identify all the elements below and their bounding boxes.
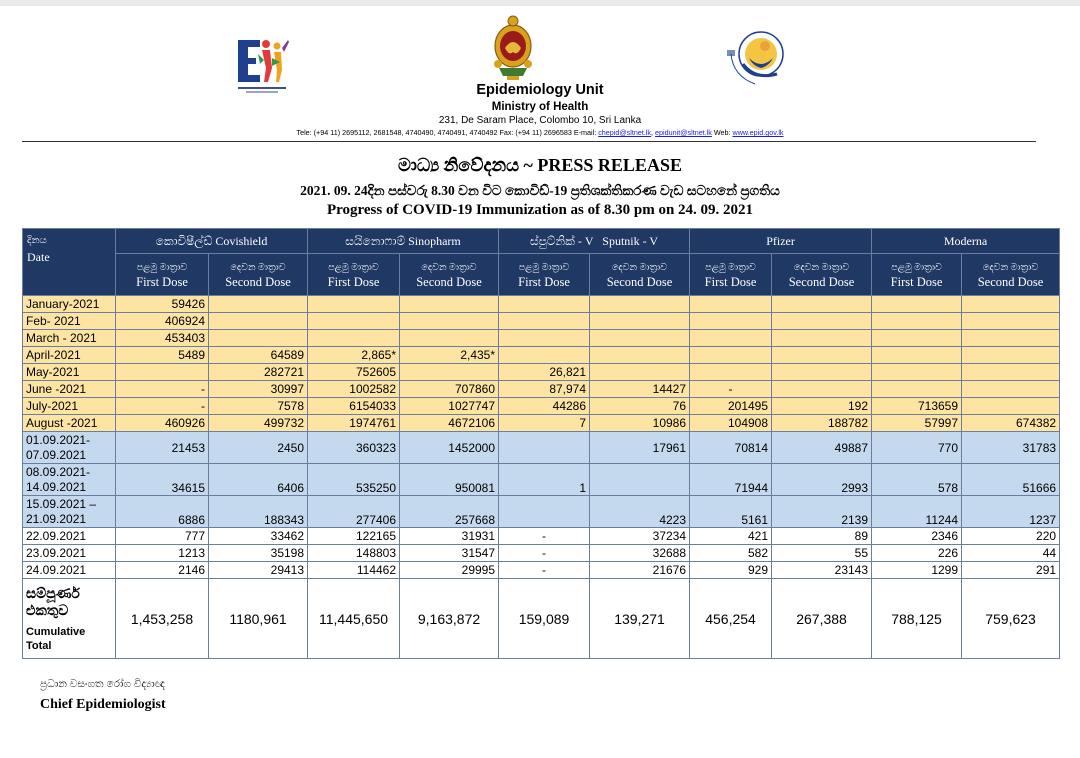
dose-count-cell: 6886	[116, 496, 209, 528]
dose-count-cell: 31931	[400, 528, 499, 545]
dose-count-cell: 2993	[772, 464, 872, 496]
signatory-title-english: Chief Epidemiologist	[40, 697, 166, 712]
table-row	[23, 296, 1060, 313]
dose-count-cell: 192	[772, 398, 872, 415]
dose-count-cell	[499, 330, 590, 347]
email-link-1[interactable]: chepid@sltnet.lk	[598, 128, 652, 137]
address: 231, De Saram Place, Colombo 10, Sri Lanka	[438, 115, 642, 126]
dose-count-cell: 453403	[116, 330, 209, 347]
dose-count-cell	[499, 432, 590, 464]
dose-count-cell: 5489	[116, 347, 209, 364]
header-divider	[22, 141, 1036, 142]
dose-count-cell: 31547	[400, 545, 499, 562]
dose-count-cell	[772, 381, 872, 398]
dose-count-cell	[400, 364, 499, 381]
top-strip	[0, 0, 1080, 6]
table-row	[23, 347, 1060, 364]
table-row	[23, 562, 1060, 579]
dose-count-cell: 707860	[400, 381, 499, 398]
vaccine-header-moderna: Moderna	[872, 229, 1060, 254]
dose-header-si: පළමු මාත්‍රාව	[891, 262, 942, 273]
dose-count-cell: 535250	[308, 464, 400, 496]
dose-count-cell: 277406	[308, 496, 400, 528]
dose-header-si: දෙවන මාත්‍රාව	[230, 262, 286, 273]
dose-count-cell	[872, 364, 962, 381]
dose-count-cell	[772, 313, 872, 330]
dose-header-si: පළමු මාත්‍රාව	[328, 262, 379, 273]
vaccine-header-covishield: කොවිෂීල්ඩ් Covishield	[116, 229, 308, 254]
dose-header-si: දෙවන මාත්‍රාව	[982, 262, 1039, 273]
date-header-si: දිනය	[27, 235, 47, 246]
dose-count-cell: 14427	[590, 381, 690, 398]
table-row	[23, 415, 1060, 432]
email-separator: ,	[651, 128, 656, 137]
row-date: 23.09.2021	[23, 545, 116, 562]
table-row	[23, 398, 1060, 415]
row-date: Feb- 2021	[23, 313, 116, 330]
dose-count-cell: 226	[872, 545, 962, 562]
first-dose-header	[116, 254, 209, 296]
first-dose-header	[308, 254, 400, 296]
dose-count-cell: 4223	[590, 496, 690, 528]
dose-header-en: Second Dose	[788, 274, 855, 289]
dose-count-cell	[400, 313, 499, 330]
dose-count-cell: 148803	[308, 545, 400, 562]
dose-count-cell: 2139	[772, 496, 872, 528]
dose-count-cell: -	[690, 381, 772, 398]
cumulative-total-cell: 759,623	[962, 579, 1060, 659]
dose-count-cell: 282721	[209, 364, 308, 381]
dose-count-cell: 2,435*	[400, 347, 499, 364]
row-date: July-2021	[23, 398, 116, 415]
row-date: January-2021	[23, 296, 116, 313]
vaccine-header-sputnik: ස්පුට්නික් - V Sputnik - V	[499, 229, 690, 254]
dose-count-cell	[590, 296, 690, 313]
first-dose-header	[872, 254, 962, 296]
cumulative-total-cell: 9,163,872	[400, 579, 499, 659]
dose-count-cell: 51666	[962, 464, 1060, 496]
table-row	[23, 313, 1060, 330]
dose-count-cell	[772, 347, 872, 364]
dose-count-cell	[872, 347, 962, 364]
subtitle-sinhala: 2021. 09. 24දින පස්වරු 8.30 වන විට කොවිඩ්-19 ප්‍රතිශක්තිකරණ වැඩ සටහනේ ප්‍රගතිය	[300, 183, 780, 198]
dose-count-cell: 770	[872, 432, 962, 464]
cumulative-total-cell: 456,254	[690, 579, 772, 659]
dose-count-cell: 1974761	[308, 415, 400, 432]
dose-count-cell: 32688	[590, 545, 690, 562]
press-release-title: මාධ්‍ය නිවේදනය ~ PRESS RELEASE	[398, 155, 682, 175]
dose-count-cell	[308, 296, 400, 313]
dose-count-cell: 104908	[690, 415, 772, 432]
dose-header-en: First Dose	[890, 274, 943, 289]
dose-count-cell	[209, 330, 308, 347]
dose-count-cell: 929	[690, 562, 772, 579]
dose-count-cell: 5161	[690, 496, 772, 528]
vaccine-header-sinopharm: සයිනොෆාම් Sinopharm	[308, 229, 499, 254]
dose-count-cell: 114462	[308, 562, 400, 579]
dose-count-cell: 2,865*	[308, 347, 400, 364]
dose-count-cell: 188343	[209, 496, 308, 528]
row-date: June -2021	[23, 381, 116, 398]
dose-count-cell: 64589	[209, 347, 308, 364]
dose-header-en: Second Dose	[225, 274, 291, 289]
dose-header-en: First Dose	[518, 274, 570, 289]
vaccine-header-pfizer: Pfizer	[690, 229, 872, 254]
dose-header-si: පළමු මාත්‍රාව	[136, 262, 188, 273]
row-date	[23, 464, 116, 496]
dose-count-cell: 752605	[308, 364, 400, 381]
cumulative-total-cell: 788,125	[872, 579, 962, 659]
dose-count-cell	[962, 347, 1060, 364]
second-dose-header	[400, 254, 499, 296]
dose-count-cell	[499, 496, 590, 528]
dose-count-cell: 1213	[116, 545, 209, 562]
dose-count-cell	[590, 364, 690, 381]
row-date-end: 21.09.2021	[26, 512, 87, 526]
dose-count-cell: 2146	[116, 562, 209, 579]
dose-count-cell	[590, 464, 690, 496]
cumulative-total-cell: 1,453,258	[116, 579, 209, 659]
dose-count-cell: -	[499, 545, 590, 562]
dose-count-cell: 220	[962, 528, 1060, 545]
national-immunization-programme-logo	[725, 24, 793, 90]
dose-count-cell	[872, 381, 962, 398]
dose-count-cell	[499, 296, 590, 313]
table-row	[23, 330, 1060, 347]
row-date-end: 14.09.2021	[26, 480, 87, 494]
dose-count-cell: 26,821	[499, 364, 590, 381]
dose-header-en: Second Dose	[606, 274, 673, 289]
dose-count-cell: -	[116, 398, 209, 415]
dose-count-cell	[690, 330, 772, 347]
dose-count-cell: 1299	[872, 562, 962, 579]
dose-count-cell: 23143	[772, 562, 872, 579]
dose-count-cell	[690, 364, 772, 381]
dose-header-si: දෙවන මාත්‍රාව	[793, 262, 850, 273]
row-date-start: 01.09.2021-	[26, 433, 91, 447]
row-date: 22.09.2021	[23, 528, 116, 545]
dose-count-cell: 6406	[209, 464, 308, 496]
dose-count-cell: 291	[962, 562, 1060, 579]
dose-count-cell	[962, 381, 1060, 398]
email-link-2[interactable]: epidunit@sltnet.lk	[655, 128, 712, 137]
dose-count-cell	[690, 347, 772, 364]
dose-header-si: දෙවන මාත්‍රාව	[421, 262, 477, 273]
dose-count-cell	[400, 296, 499, 313]
dose-header-en: Second Dose	[416, 274, 482, 289]
dose-count-cell: 7	[499, 415, 590, 432]
dose-count-cell: 674382	[962, 415, 1060, 432]
dose-count-cell	[590, 313, 690, 330]
dose-count-cell	[962, 330, 1060, 347]
row-date-start: 15.09.2021 –	[26, 497, 97, 511]
dose-count-cell: 59426	[116, 296, 209, 313]
total-label-part: Total	[26, 640, 52, 652]
dose-count-cell: 360323	[308, 432, 400, 464]
dose-count-cell	[772, 364, 872, 381]
dose-header-si: දෙවන මාත්‍රාව	[611, 262, 668, 273]
website-link[interactable]: www.epid.gov.lk	[732, 128, 784, 137]
dose-count-cell	[872, 296, 962, 313]
dose-count-cell	[590, 330, 690, 347]
dose-count-cell	[962, 313, 1060, 330]
first-dose-header	[499, 254, 590, 296]
total-label-part: Cumulative	[26, 626, 86, 638]
vaccination-progress-table	[22, 228, 1060, 659]
dose-count-cell: 4672106	[400, 415, 499, 432]
cumulative-total-cell: 11,445,650	[308, 579, 400, 659]
dose-count-cell: 460926	[116, 415, 209, 432]
dose-count-cell	[209, 313, 308, 330]
dose-count-cell: -	[499, 528, 590, 545]
dose-count-cell: 582	[690, 545, 772, 562]
dose-count-cell: 188782	[772, 415, 872, 432]
dose-count-cell	[690, 296, 772, 313]
dose-count-cell: 1027747	[400, 398, 499, 415]
dose-count-cell: 29995	[400, 562, 499, 579]
dose-count-cell	[690, 313, 772, 330]
cumulative-total-label	[23, 579, 116, 659]
dose-header-si: පළමු මාත්‍රාව	[705, 262, 756, 273]
dose-count-cell: 201495	[690, 398, 772, 415]
dose-count-cell	[499, 347, 590, 364]
dose-count-cell: 1237	[962, 496, 1060, 528]
dose-count-cell	[590, 347, 690, 364]
unit-name: Epidemiology Unit	[476, 82, 604, 98]
dose-count-cell: 1452000	[400, 432, 499, 464]
dose-header-en: First Dose	[327, 274, 380, 289]
dose-count-cell: 89	[772, 528, 872, 545]
dose-count-cell	[872, 330, 962, 347]
dose-count-cell: 57997	[872, 415, 962, 432]
dose-count-cell	[499, 313, 590, 330]
dose-header-en: Second Dose	[977, 274, 1044, 289]
table-row	[23, 528, 1060, 545]
dose-count-cell: 21453	[116, 432, 209, 464]
table-row	[23, 496, 1060, 528]
subtitle-english: Progress of COVID-19 Immunization as of 8.30 pm on 24. 09. 2021	[326, 202, 754, 218]
dose-count-cell	[962, 296, 1060, 313]
second-dose-header	[209, 254, 308, 296]
dose-count-cell	[308, 330, 400, 347]
row-date	[23, 432, 116, 464]
dose-count-cell: 30997	[209, 381, 308, 398]
contact-numbers: Tele: (+94 11) 2695112, 2681548, 4740490, 4740491, 4740492 Fax: (+94 11) 2696583 E-mail:	[296, 128, 599, 137]
dose-count-cell: -	[116, 381, 209, 398]
dose-header-en: First Dose	[136, 274, 188, 289]
dose-count-cell: 49887	[772, 432, 872, 464]
dose-count-cell: 33462	[209, 528, 308, 545]
dose-count-cell: 35198	[209, 545, 308, 562]
dose-count-cell: 31783	[962, 432, 1060, 464]
dose-count-cell: 2346	[872, 528, 962, 545]
dose-count-cell: 37234	[590, 528, 690, 545]
dose-count-cell	[308, 313, 400, 330]
dose-count-cell	[209, 296, 308, 313]
first-dose-header	[690, 254, 772, 296]
cumulative-total-row	[23, 579, 1060, 659]
dose-count-cell: 71944	[690, 464, 772, 496]
dose-count-cell	[400, 330, 499, 347]
row-date	[23, 496, 116, 528]
dose-count-cell	[962, 398, 1060, 415]
row-date: August -2021	[23, 415, 116, 432]
web-prefix: Web:	[711, 128, 733, 137]
dose-count-cell: 950081	[400, 464, 499, 496]
dose-count-cell: 7578	[209, 398, 308, 415]
second-dose-header	[962, 254, 1060, 296]
contact-line	[0, 128, 1080, 137]
dose-count-cell: 17961	[590, 432, 690, 464]
row-date: March - 2021	[23, 330, 116, 347]
dose-count-cell: 777	[116, 528, 209, 545]
dose-count-cell: 6154033	[308, 398, 400, 415]
date-column-header	[23, 229, 116, 296]
table-row	[23, 464, 1060, 496]
sri-lanka-emblem	[489, 12, 537, 82]
row-date: 24.09.2021	[23, 562, 116, 579]
table-row	[23, 545, 1060, 562]
dose-count-cell: 713659	[872, 398, 962, 415]
table-row	[23, 381, 1060, 398]
second-dose-header	[772, 254, 872, 296]
table-row	[23, 364, 1060, 381]
dose-count-cell: 44	[962, 545, 1060, 562]
second-dose-header	[590, 254, 690, 296]
dose-count-cell	[962, 364, 1060, 381]
dose-count-cell	[116, 364, 209, 381]
dose-count-cell: 11244	[872, 496, 962, 528]
dose-count-cell	[772, 296, 872, 313]
table-header	[23, 229, 1060, 296]
dose-count-cell: 1	[499, 464, 590, 496]
row-date: April-2021	[23, 347, 116, 364]
dose-count-cell: 70814	[690, 432, 772, 464]
dose-count-cell: 421	[690, 528, 772, 545]
row-date-start: 08.09.2021-	[26, 465, 91, 479]
dose-count-cell: 257668	[400, 496, 499, 528]
dose-count-cell: 499732	[209, 415, 308, 432]
table-body	[23, 296, 1060, 659]
row-date: May-2021	[23, 364, 116, 381]
dose-count-cell: 44286	[499, 398, 590, 415]
total-label-part: සම්පූර්ණ	[26, 585, 80, 601]
dose-header-en: First Dose	[704, 274, 757, 289]
dose-count-cell: 29413	[209, 562, 308, 579]
dose-count-cell: 21676	[590, 562, 690, 579]
total-label-part: එකතුව	[26, 602, 69, 618]
cumulative-total-cell: 267,388	[772, 579, 872, 659]
dose-header-si: පළමු මාත්‍රාව	[518, 262, 570, 273]
dose-count-cell: 55	[772, 545, 872, 562]
dose-count-cell: 10986	[590, 415, 690, 432]
cumulative-total-cell: 139,271	[590, 579, 690, 659]
dose-count-cell: 87,974	[499, 381, 590, 398]
dose-count-cell: 578	[872, 464, 962, 496]
table-row	[23, 432, 1060, 464]
dose-count-cell: 76	[590, 398, 690, 415]
dose-count-cell: -	[499, 562, 590, 579]
dose-count-cell	[872, 313, 962, 330]
cumulative-total-cell: 1180,961	[209, 579, 308, 659]
dose-count-cell: 1002582	[308, 381, 400, 398]
date-header-en: Date	[27, 250, 50, 264]
dose-count-cell: 34615	[116, 464, 209, 496]
dose-count-cell: 406924	[116, 313, 209, 330]
ministry-name: Ministry of Health	[491, 101, 589, 113]
cumulative-total-cell: 159,089	[499, 579, 590, 659]
signatory-title-sinhala: ප්‍රධාන වසංගත රෝග විද්‍යාඥ	[40, 678, 165, 690]
dose-count-cell: 2450	[209, 432, 308, 464]
dose-count-cell	[772, 330, 872, 347]
dose-count-cell: 122165	[308, 528, 400, 545]
row-date-end: 07.09.2021	[26, 448, 87, 462]
